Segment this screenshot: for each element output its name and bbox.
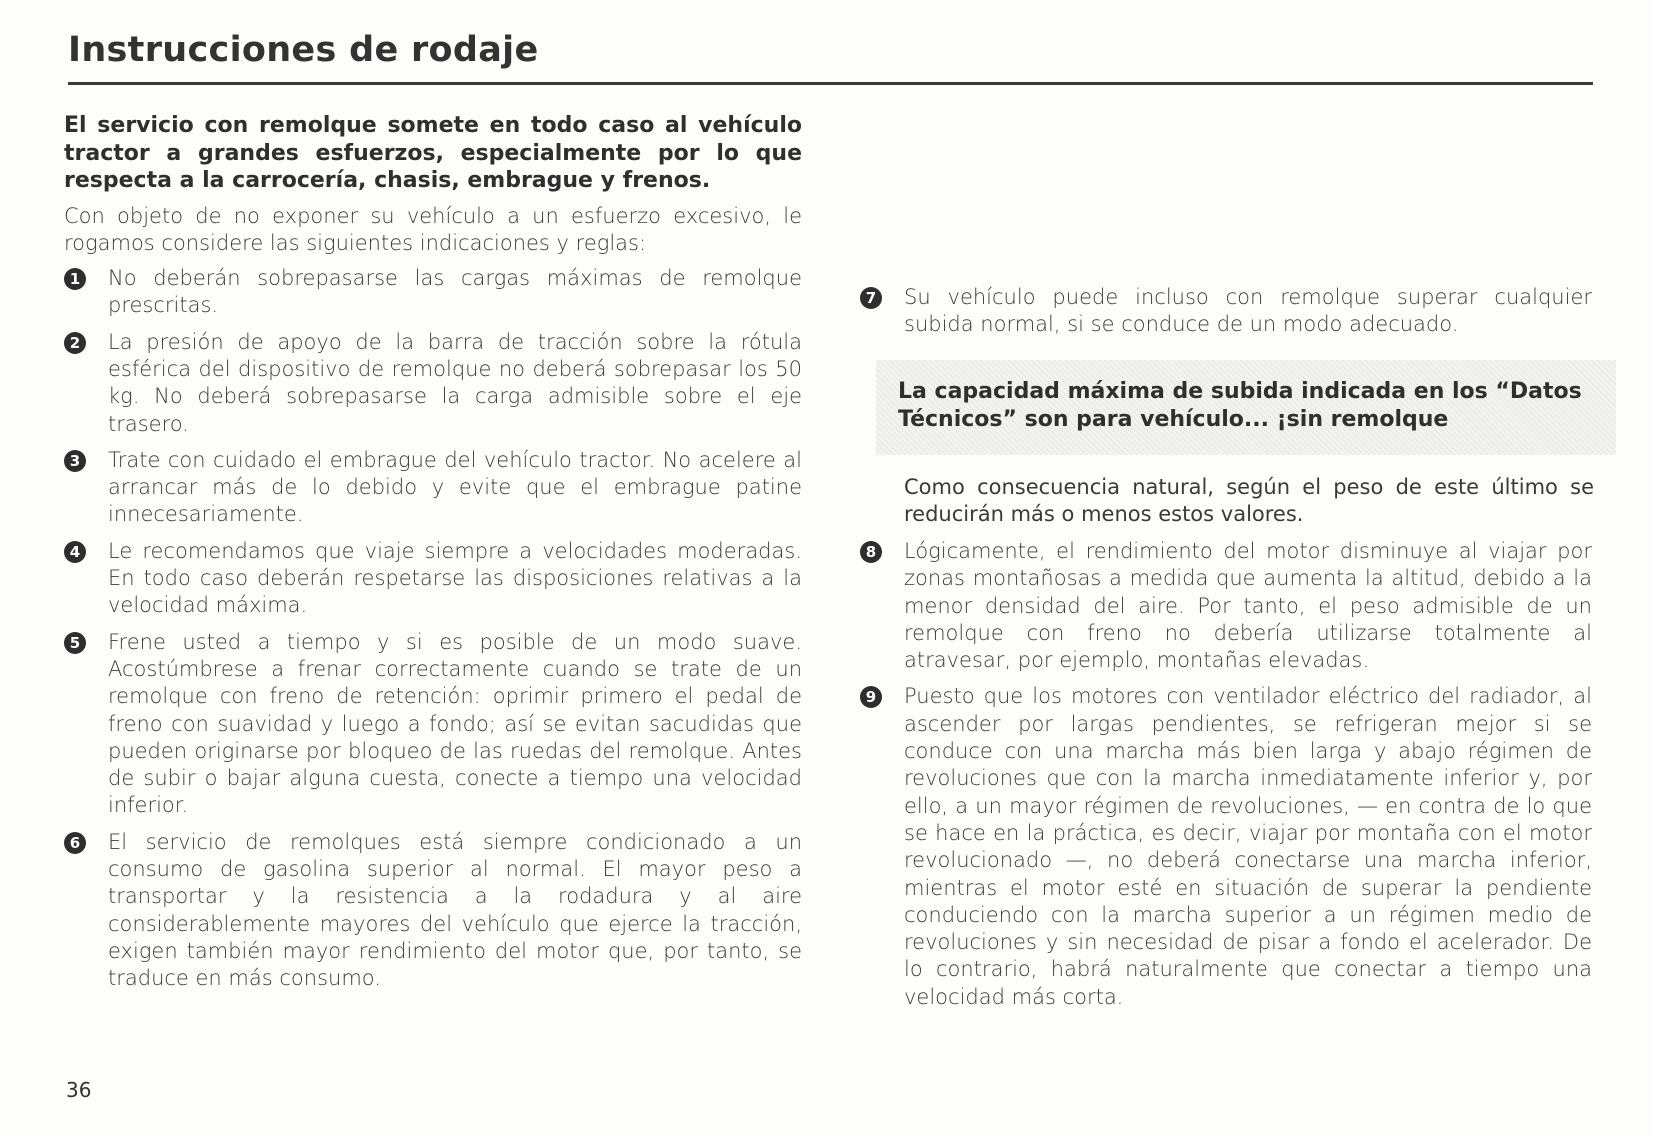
note-text: La capacidad máxima de subida indicada en los “Datos Técnicos” son para vehículo... ¡sin remolque [898, 379, 1582, 432]
item-text: Trate con cuidado el embrague del vehículo tractor. No acelere al arrancar más de lo debido y evite que el embrague patine innecesariamente. [108, 447, 802, 527]
title-divider [68, 82, 1593, 85]
page-title: Instrucciones de rodaje [68, 30, 539, 70]
list-item-3 [64, 447, 802, 529]
item-text: La presión de apoyo de la barra de tracción sobre la rótula esférica del dispositivo de remolque no deberá sobrepasar los 50 kg. No deberá sobrepasarse la carga admisible sobre el eje trasero. [108, 329, 802, 436]
consequence-paragraph: Como consecuencia natural, según el peso de este último se reducirán más o menos estos valores. [904, 475, 1594, 527]
list-item-5 [64, 629, 802, 820]
item-text: Puesto que los motores con ventilador eléctrico del radiador, al ascender por largas pendientes, se refrigeran mejor si se conduce con una marcha más bien larga y abajo régimen de revoluciones que con la marcha inmediatamente inferior y, por ello, a un mayor régimen de revoluciones, — en contra de lo que se hace en la práctica, es decir, viajar por montaña con el motor revolucionado —, no deberá conectarse una marcha inferior, mientras el motor esté en situación de superar la pendiente conduciendo con la marcha superior a un régimen medio de revoluciones y sin necesidad de pisar a fondo el acelerador. De lo contrario, habrá naturalmente que conectar a tiempo una velocidad más corta. [904, 684, 1592, 1009]
number-badge-icon: 5 [64, 632, 86, 654]
item-text: Le recomendamos que viaje siempre a velocidades moderadas. En todo caso deberán respetarse las disposiciones relativas a la velocidad máxima. [108, 538, 802, 618]
item-text: Su vehículo puede incluso con remolque superar cualquier subida normal, si se conduce de un modo adecuado. [904, 285, 1592, 337]
right-column-bottom [860, 538, 1592, 1020]
number-badge-icon: 6 [64, 832, 86, 854]
list-item-9 [860, 683, 1592, 1011]
number-badge-icon: 2 [64, 332, 86, 354]
list-item-7 [860, 284, 1592, 339]
item-text: Lógicamente, el rendimiento del motor disminuye al viajar por zonas montañosas a medida que aumenta la altitud, debido a la menor densidad del aire. Por tanto, el peso admisible de un remolque con freno no debería utilizarse totalmente al atravesar, por ejemplo, montañas elevadas. [904, 539, 1592, 673]
list-item-4 [64, 538, 802, 620]
list-item-2 [64, 329, 802, 438]
intro-paragraph: Con objeto de no exponer su vehículo a un esfuerzo excesivo, le rogamos considere las siguientes indicaciones y reglas: [64, 203, 802, 255]
page-number: 36 [66, 1078, 92, 1102]
item-text: Frene usted a tiempo y si es posible de un modo suave. Acostúmbrese a frenar correctamente cuando se trate de un remolque con freno de retención: oprimir primero el pedal de freno con suavidad y luego a fondo; así se evitan sacudidas que pueden originarse por bloqueo de las ruedas del remolque. Antes de subir o bajar alguna cuesta, conecte a tiempo una velocidad inferior. [108, 629, 802, 818]
number-badge-icon: 4 [64, 541, 86, 563]
number-badge-icon: 9 [860, 686, 882, 708]
list-item-6 [64, 829, 802, 993]
list-item-8 [860, 538, 1592, 674]
number-badge-icon: 8 [860, 541, 882, 563]
number-badge-icon: 7 [860, 287, 882, 309]
item-text: El servicio de remolques está siempre condicionado a un consumo de gasolina superior al normal. El mayor peso a transportar y la resistencia a la rodadura y al aire considerablemente mayores del vehículo que ejerce la tracción, exigen también mayor rendimiento del motor que, por tanto, se traduce en más consumo. [108, 829, 802, 991]
number-badge-icon: 3 [64, 450, 86, 472]
number-badge-icon: 1 [64, 268, 86, 290]
right-column-top [860, 284, 1592, 348]
lead-paragraph: El servicio con remolque somete en todo caso al vehículo tractor a grandes esfuerzos, especialmente por lo que respecta a la carrocería, chasis, embrague y frenos. [64, 113, 802, 193]
list-item-1 [64, 265, 802, 320]
left-column [64, 112, 802, 1002]
item-text: No deberán sobrepasarse las cargas máximas de remolque prescritas. [108, 266, 802, 318]
